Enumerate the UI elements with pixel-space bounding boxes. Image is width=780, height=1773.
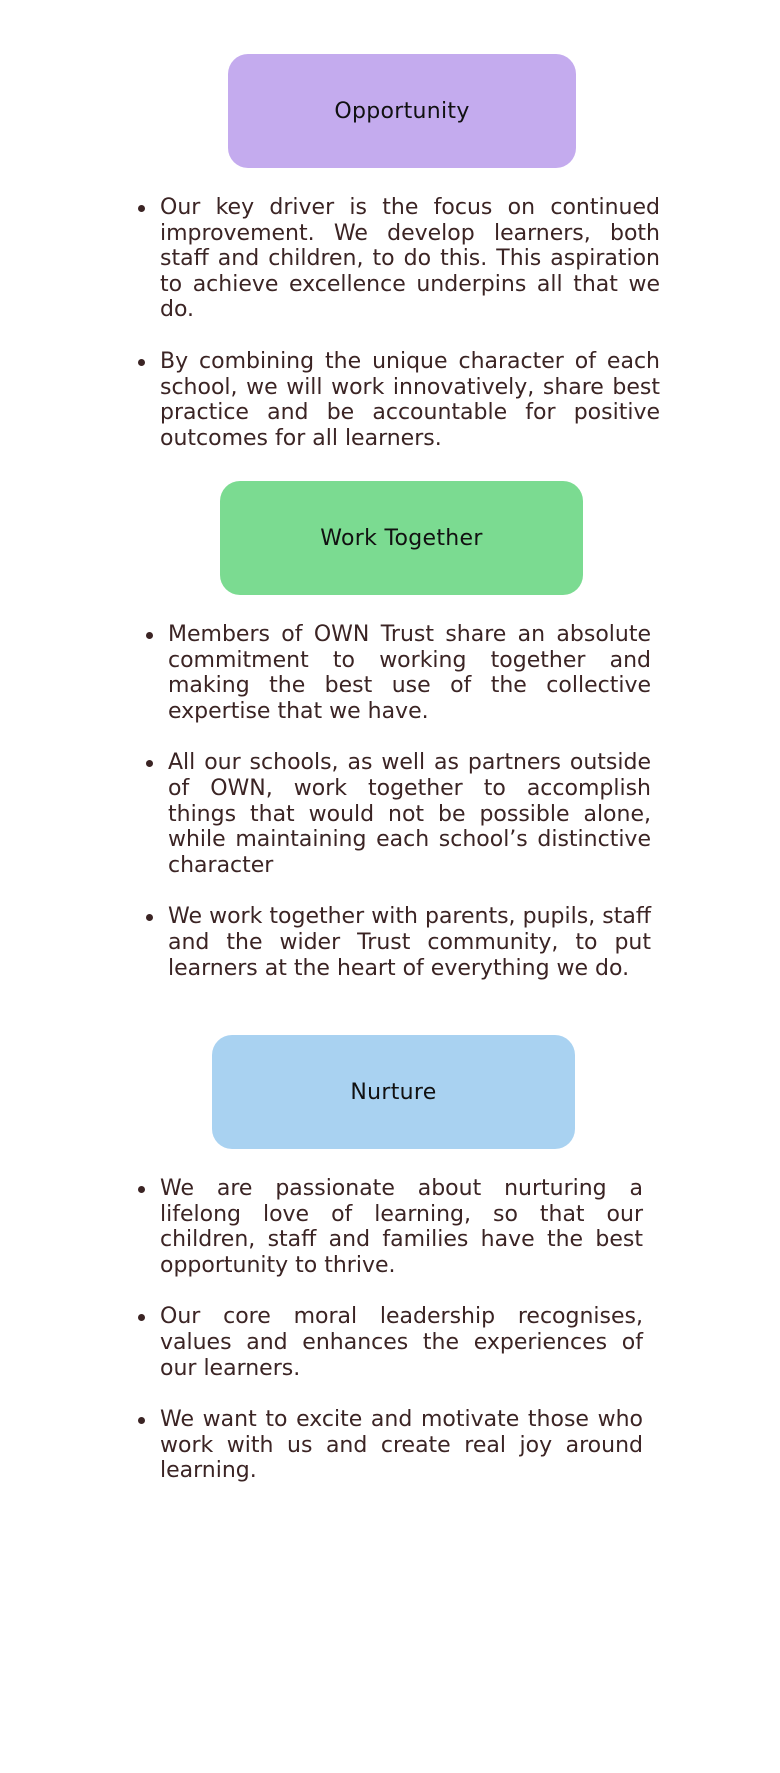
opportunity-heading — [228, 54, 576, 168]
opportunity-heading-label: Opportunity — [334, 98, 470, 124]
bullet-dot — [138, 359, 145, 366]
list-item — [168, 622, 651, 724]
bullet-dot — [138, 1186, 145, 1193]
opportunity-list — [160, 195, 660, 451]
list-item-text: All our schools, as well as partners outside of OWN, work together to accomplish things that would not be possible alone, while maintaining each school’s distinctive character — [168, 750, 651, 878]
list-item-text: Our key driver is the focus on continued improvement. We develop learners, both staff and children, to do this. This aspiration to achieve excellence underpins all that we do. — [160, 195, 660, 323]
list-item — [168, 750, 651, 878]
list-item-text: We are passionate about nurturing a lifelong love of learning, so that our children, staff and families have the best opportunity to thrive. — [160, 1176, 643, 1278]
list-item — [160, 195, 660, 323]
nurture-heading-label: Nurture — [350, 1079, 437, 1105]
bullet-dot — [138, 1417, 145, 1424]
list-item — [160, 349, 660, 451]
work-together-list — [168, 622, 651, 981]
nurture-list — [160, 1176, 643, 1484]
work-together-heading — [220, 481, 583, 595]
list-item — [160, 1304, 643, 1381]
nurture-heading — [212, 1035, 575, 1149]
list-item-text: We want to excite and motivate those who work with us and create real joy around learning. — [160, 1407, 643, 1484]
list-item-text: Our core moral leadership recognises, values and enhances the experiences of our learners. — [160, 1304, 643, 1381]
bullet-dot — [146, 632, 153, 639]
bullet-dot — [146, 760, 153, 767]
list-item — [160, 1407, 643, 1484]
list-item-text: We work together with parents, pupils, staff and the wider Trust community, to put learners at the heart of everything we do. — [168, 904, 651, 981]
bullet-dot — [146, 914, 153, 921]
list-item-text: By combining the unique character of each school, we will work innovatively, share best practice and be accountable for positive outcomes for all learners. — [160, 348, 660, 451]
bullet-dot — [138, 1314, 145, 1321]
list-item — [168, 904, 651, 981]
bullet-dot — [138, 205, 145, 212]
list-item-text: Members of OWN Trust share an absolute commitment to working together and making the best use of the collective expertise that we have. — [168, 622, 651, 724]
work-together-heading-label: Work Together — [320, 525, 483, 551]
list-item — [160, 1176, 643, 1278]
